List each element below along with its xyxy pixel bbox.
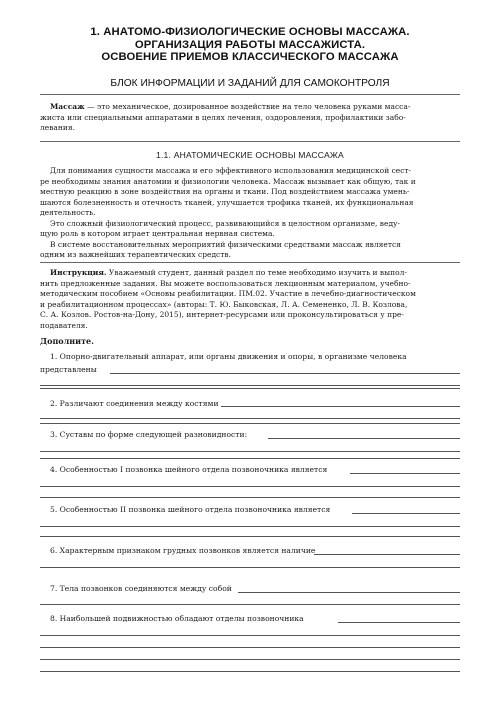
answer-line[interactable] — [40, 647, 460, 648]
answer-line[interactable] — [40, 635, 460, 636]
question-text: 4. Особенностью I позвонка шейного отдела позвоночника является — [50, 465, 328, 474]
question-4 — [40, 458, 460, 498]
answer-line[interactable] — [40, 659, 460, 660]
instruction-label: Инструкция. — [50, 268, 107, 277]
answer-line[interactable] — [40, 458, 460, 459]
instruction-line: подавателя. — [40, 320, 88, 330]
answer-line[interactable] — [350, 473, 460, 474]
section-line: деятельность. — [40, 208, 96, 217]
answer-line[interactable] — [238, 592, 460, 593]
chapter-title — [40, 26, 460, 64]
complete-label: Дополните. — [40, 336, 94, 346]
question-text: 7. Тела позвонков соединяются между собой — [50, 584, 232, 593]
divider — [40, 94, 460, 95]
answer-line[interactable] — [40, 418, 460, 419]
definition-line: левания. — [40, 123, 76, 132]
question-text: 2. Различают соединения между костями — [50, 399, 219, 408]
answer-line[interactable] — [338, 622, 460, 623]
question-2 — [40, 386, 460, 420]
chapter-title-line: ОСВОЕНИЕ ПРИЕМОВ КЛАССИЧЕСКОГО МАССАЖА — [101, 51, 399, 63]
question-3 — [40, 420, 460, 460]
answer-line[interactable] — [40, 451, 460, 452]
question-5 — [40, 500, 460, 540]
instruction-paragraph — [40, 268, 460, 331]
instruction-line: С. А. Козлов. Ростов-на-Дону, 2015), интернет-ресурсами или проконсультироваться у пре- — [40, 310, 404, 319]
question-6 — [40, 542, 460, 578]
chapter-title-line: ОРГАНИЗАЦИЯ РАБОТЫ МАССАЖИСТА. — [134, 38, 366, 51]
definition-line: жиста или специальными аппаратами в целях лечения, оздоровления, профилактики забо- — [40, 112, 406, 122]
answer-line[interactable] — [268, 438, 460, 439]
block-title: БЛОК ИНФОРМАЦИИ И ЗАДАНИЙ ДЛЯ САМОКОНТРОЛЯ — [110, 78, 390, 89]
section-line: одним из важнейших терапевтических средств. — [40, 250, 232, 259]
answer-line[interactable] — [314, 554, 460, 555]
answer-line[interactable] — [40, 671, 460, 672]
chapter-title-line: 1. АНАТОМО-ФИЗИОЛОГИЧЕСКИЕ ОСНОВЫ МАССАЖА. — [90, 26, 410, 38]
instruction-line: Инструкция. Уважаемый студент, данный раздел по теме необходимо изучить и выпол- — [50, 268, 407, 277]
answer-line[interactable] — [40, 604, 460, 605]
answer-line[interactable] — [40, 486, 460, 487]
question-text: представлены — [40, 365, 97, 374]
section-title: 1.1. АНАТОМИЧЕСКИЕ ОСНОВЫ МАССАЖА — [155, 150, 344, 160]
answer-line[interactable] — [40, 526, 460, 527]
instruction-line: нить предложенные задания. Вы можете воспользоваться лекционным материалом, учебно- — [40, 278, 411, 288]
section-line: щую роль в котором играет центральная нервная система. — [40, 229, 275, 238]
answer-line[interactable] — [40, 423, 460, 424]
answer-line[interactable] — [40, 567, 460, 568]
definition-term: Массаж — [50, 102, 85, 111]
section-line: Это сложный физиологический процесс, развивающийся в целостном организме, веду- — [50, 218, 401, 228]
answer-line[interactable] — [40, 536, 460, 537]
question-text: 1. Опорно-двигательный аппарат, или органы движения и опоры, в организме человека — [50, 352, 407, 361]
instruction-line: и реабилитационном процессах» (авторы: Т. Ю. Быковская, Л. А. Семененко, Л. В. Козлова, — [40, 299, 408, 309]
question-text: 5. Особенностью II позвонка шейного отдела позвоночника является — [50, 505, 331, 514]
section-line: Для понимания сущности массажа и его эффективного использования медицинской сест- — [50, 166, 412, 175]
divider — [40, 262, 460, 263]
definition-paragraph — [40, 102, 460, 134]
question-text: 3. Суставы по форме следующей разновидности: — [50, 430, 248, 439]
section-line: В системе восстановительных мероприятий физическими средствами массаж является — [50, 239, 401, 249]
question-text: 8. Наибольшей подвижностью обладают отделы позвоночника — [50, 614, 304, 623]
answer-line[interactable] — [352, 513, 460, 514]
answer-line[interactable] — [110, 373, 460, 374]
section-line: местную реакцию в зоне воздействия на органы и ткани. Под воздействием массажа умень- — [40, 187, 410, 196]
section-line: ре необходимы знания анатомии и физиологии человека. Массаж вызывает как общую, так и — [40, 176, 416, 186]
answer-line[interactable] — [40, 388, 460, 389]
instruction-line: методическим пособием «Основы реабилитации. ПМ.02. Участие в лечебно-диагностическом — [40, 289, 416, 298]
question-text: 6. Характерным признаком грудных позвонков является наличие — [50, 546, 316, 555]
divider — [40, 141, 460, 142]
section-line: шаются болезненность и отечность тканей, улучшается трофика тканей, их функциональная — [40, 197, 414, 207]
definition-line: Массаж — это механическое, дозированное воздействие на тело человека руками масса- — [50, 102, 411, 111]
question-8 — [40, 610, 460, 680]
section-paragraph — [40, 166, 460, 261]
answer-line[interactable] — [218, 406, 460, 407]
answer-line[interactable] — [40, 497, 460, 498]
